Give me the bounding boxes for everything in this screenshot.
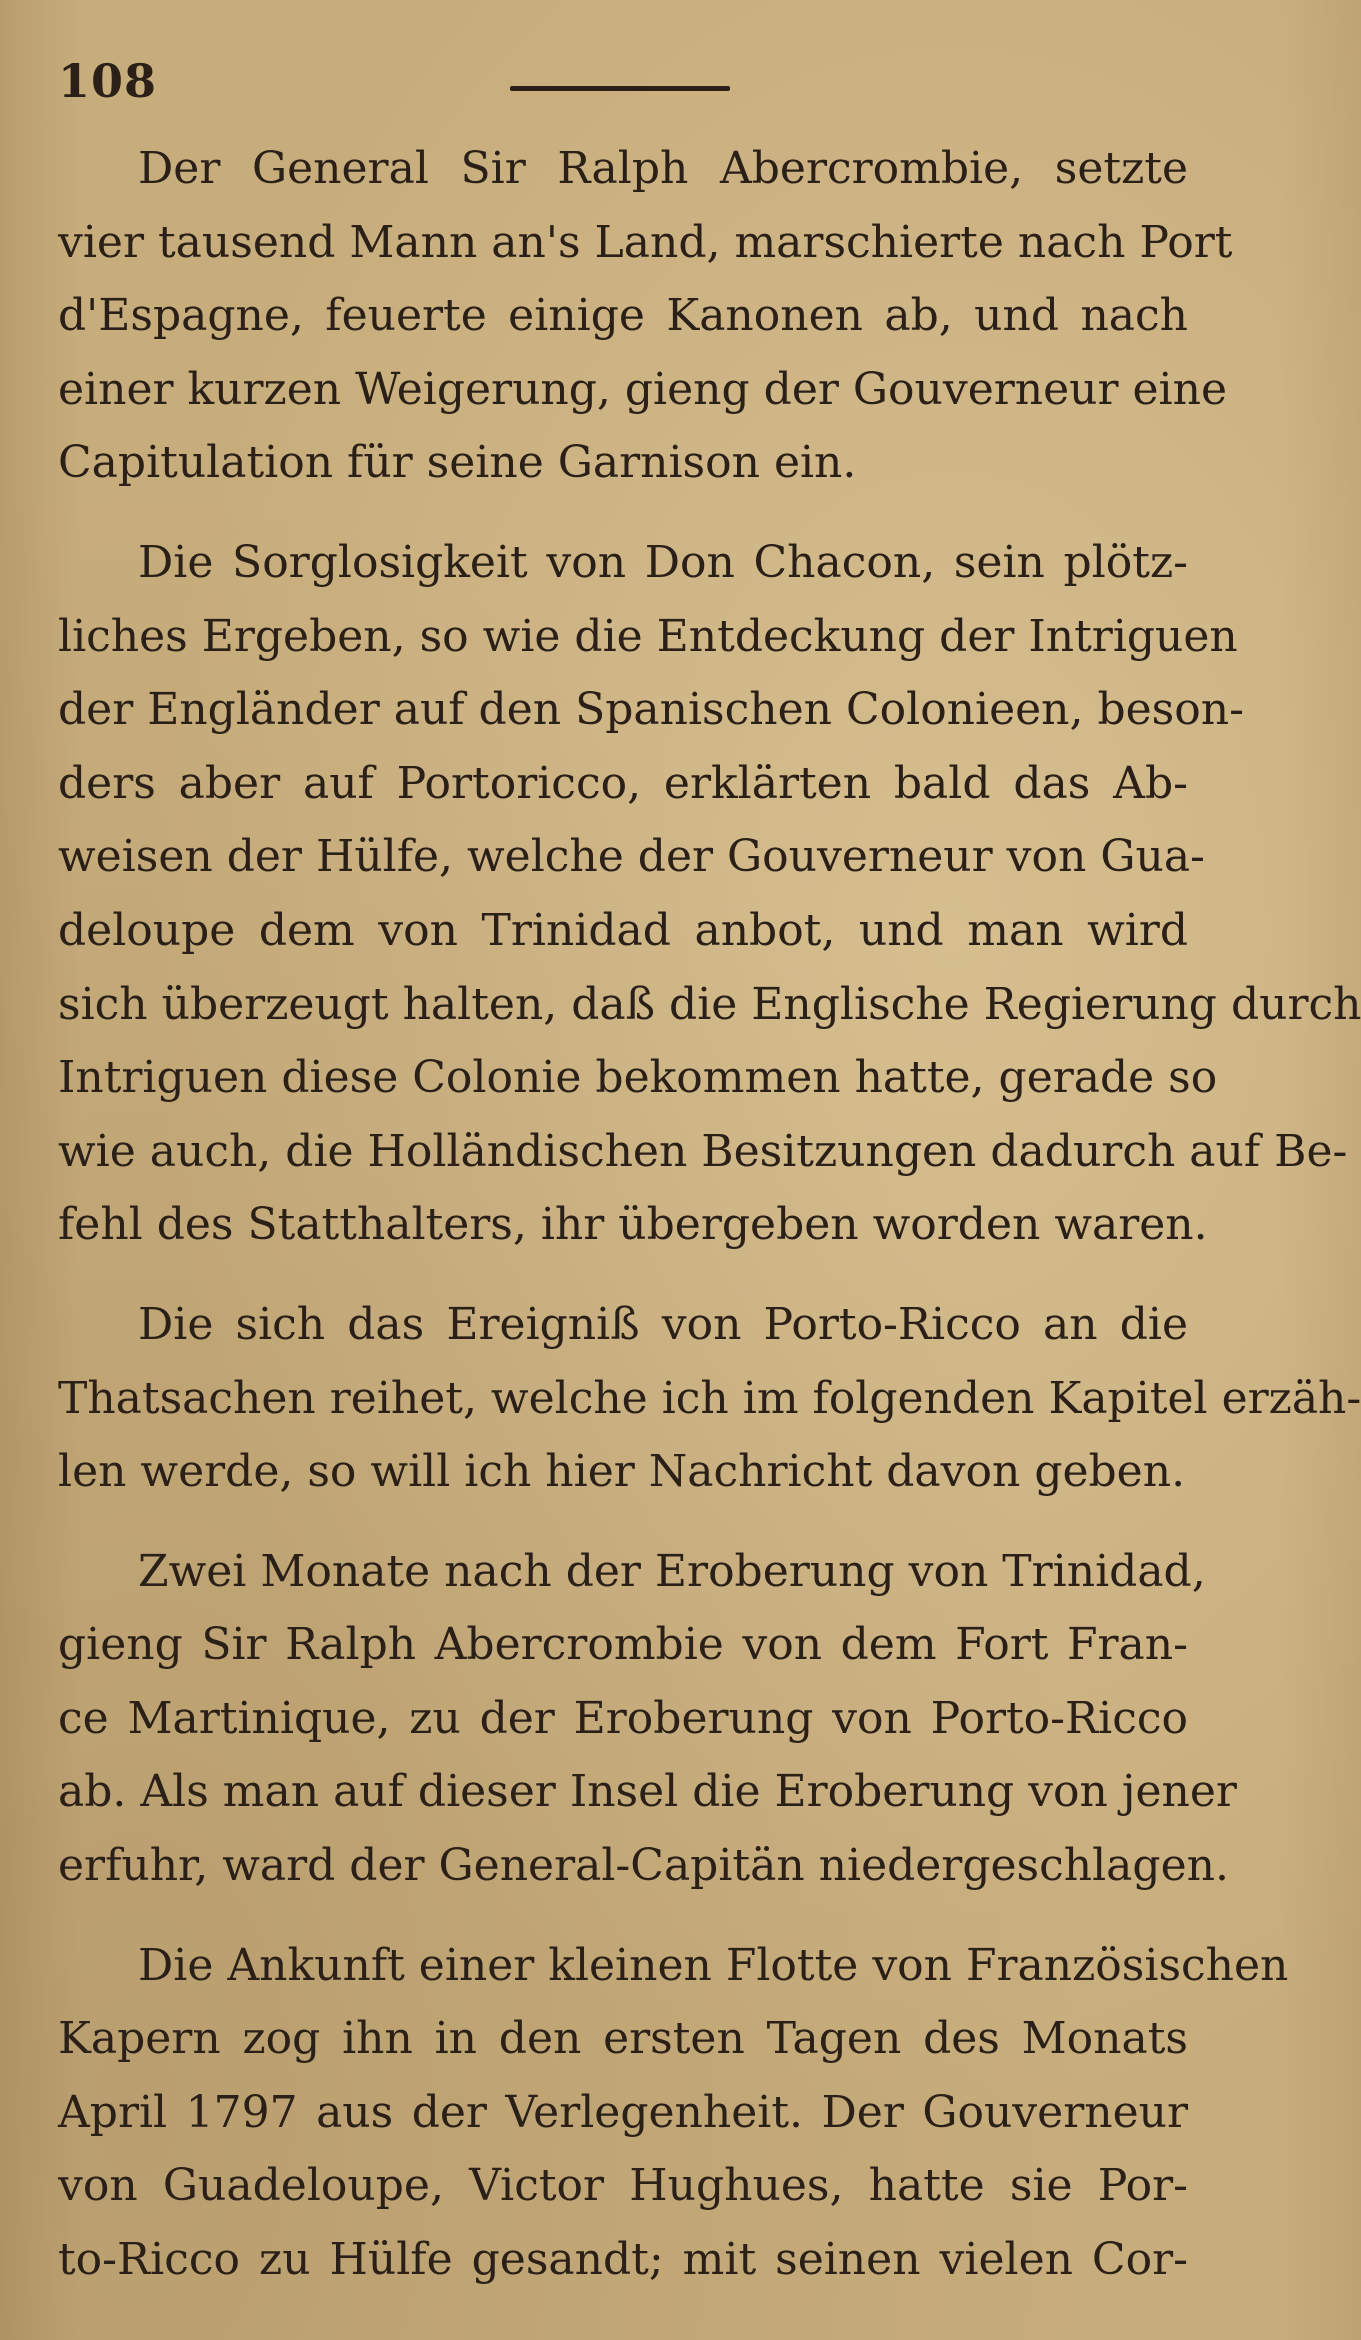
- text-line: liches Ergeben, so wie die Entdeckung der Intriguen: [58, 610, 1238, 662]
- text-line: von Guadeloupe, Victor Hughues, hatte sie Por-: [58, 2160, 1188, 2212]
- text-line: Kapern zog ihn in den ersten Tagen des Monats: [58, 2013, 1188, 2065]
- body-text: [58, 132, 1361, 2323]
- text-line: weisen der Hülfe, welche der Gouverneur von Gua-: [58, 831, 1205, 883]
- text-line: ab. Als man auf dieser Insel die Eroberung von jener: [58, 1766, 1237, 1818]
- text-line: d'Espagne, feuerte einige Kanonen ab, und nach: [58, 290, 1188, 342]
- text-line: erfuhr, ward der General-Capitän niedergeschlagen.: [58, 1840, 1229, 1892]
- text-line: Intriguen diese Colonie bekommen hatte, gerade so: [58, 1052, 1218, 1104]
- text-line: ce Martinique, zu der Eroberung von Porto-Ricco: [58, 1692, 1188, 1744]
- text-line: fehl des Statthalters, ihr übergeben worden waren.: [58, 1199, 1208, 1251]
- paragraph-2: [58, 526, 1361, 1262]
- text-line: Die sich das Ereigniß von Porto-Ricco an die: [138, 1298, 1188, 1350]
- text-line: wie auch, die Holländischen Besitzungen dadurch auf Be-: [58, 1125, 1348, 1177]
- text-line: ders aber auf Portoricco, erklärten bald das Ab-: [58, 757, 1188, 809]
- paragraph-5: [58, 1929, 1289, 2297]
- text-line: gieng Sir Ralph Abercrombie von dem Fort Fran-: [58, 1619, 1188, 1671]
- text-line: vier tausend Mann an's Land, marschierte nach Port: [58, 216, 1233, 268]
- text-line: Thatsachen reihet, welche ich im folgenden Kapitel erzäh-: [58, 1372, 1361, 1424]
- paragraph-4: [58, 1535, 1237, 1903]
- header-rule: [510, 86, 730, 91]
- text-line: der Engländer auf den Spanischen Colonieen, beson-: [58, 684, 1244, 736]
- text-line: einer kurzen Weigerung, gieng der Gouverneur eine: [58, 363, 1228, 415]
- paragraph-3: [58, 1288, 1361, 1509]
- text-line: Die Sorglosigkeit von Don Chacon, sein plötz-: [138, 536, 1188, 588]
- text-line: len werde, so will ich hier Nachricht davon geben.: [58, 1446, 1186, 1498]
- text-line: Zwei Monate nach der Eroberung von Trinidad,: [138, 1545, 1206, 1597]
- text-line: Die Ankunft einer kleinen Flotte von Französischen: [138, 1939, 1289, 1991]
- text-line: deloupe dem von Trinidad anbot, und man wird: [58, 904, 1188, 956]
- text-line: Der General Sir Ralph Abercrombie, setzte: [138, 143, 1188, 194]
- text-line: April 1797 aus der Verlegenheit. Der Gouverneur: [58, 2086, 1188, 2138]
- text-line: Capitulation für seine Garnison ein.: [58, 437, 857, 489]
- text-line: sich überzeugt halten, daß die Englische Regierung durch: [58, 978, 1361, 1030]
- paragraph-1: [58, 132, 1233, 500]
- text-line: to-Ricco zu Hülfe gesandt; mit seinen vielen Cor-: [58, 2234, 1188, 2286]
- page-number: 108: [58, 54, 158, 108]
